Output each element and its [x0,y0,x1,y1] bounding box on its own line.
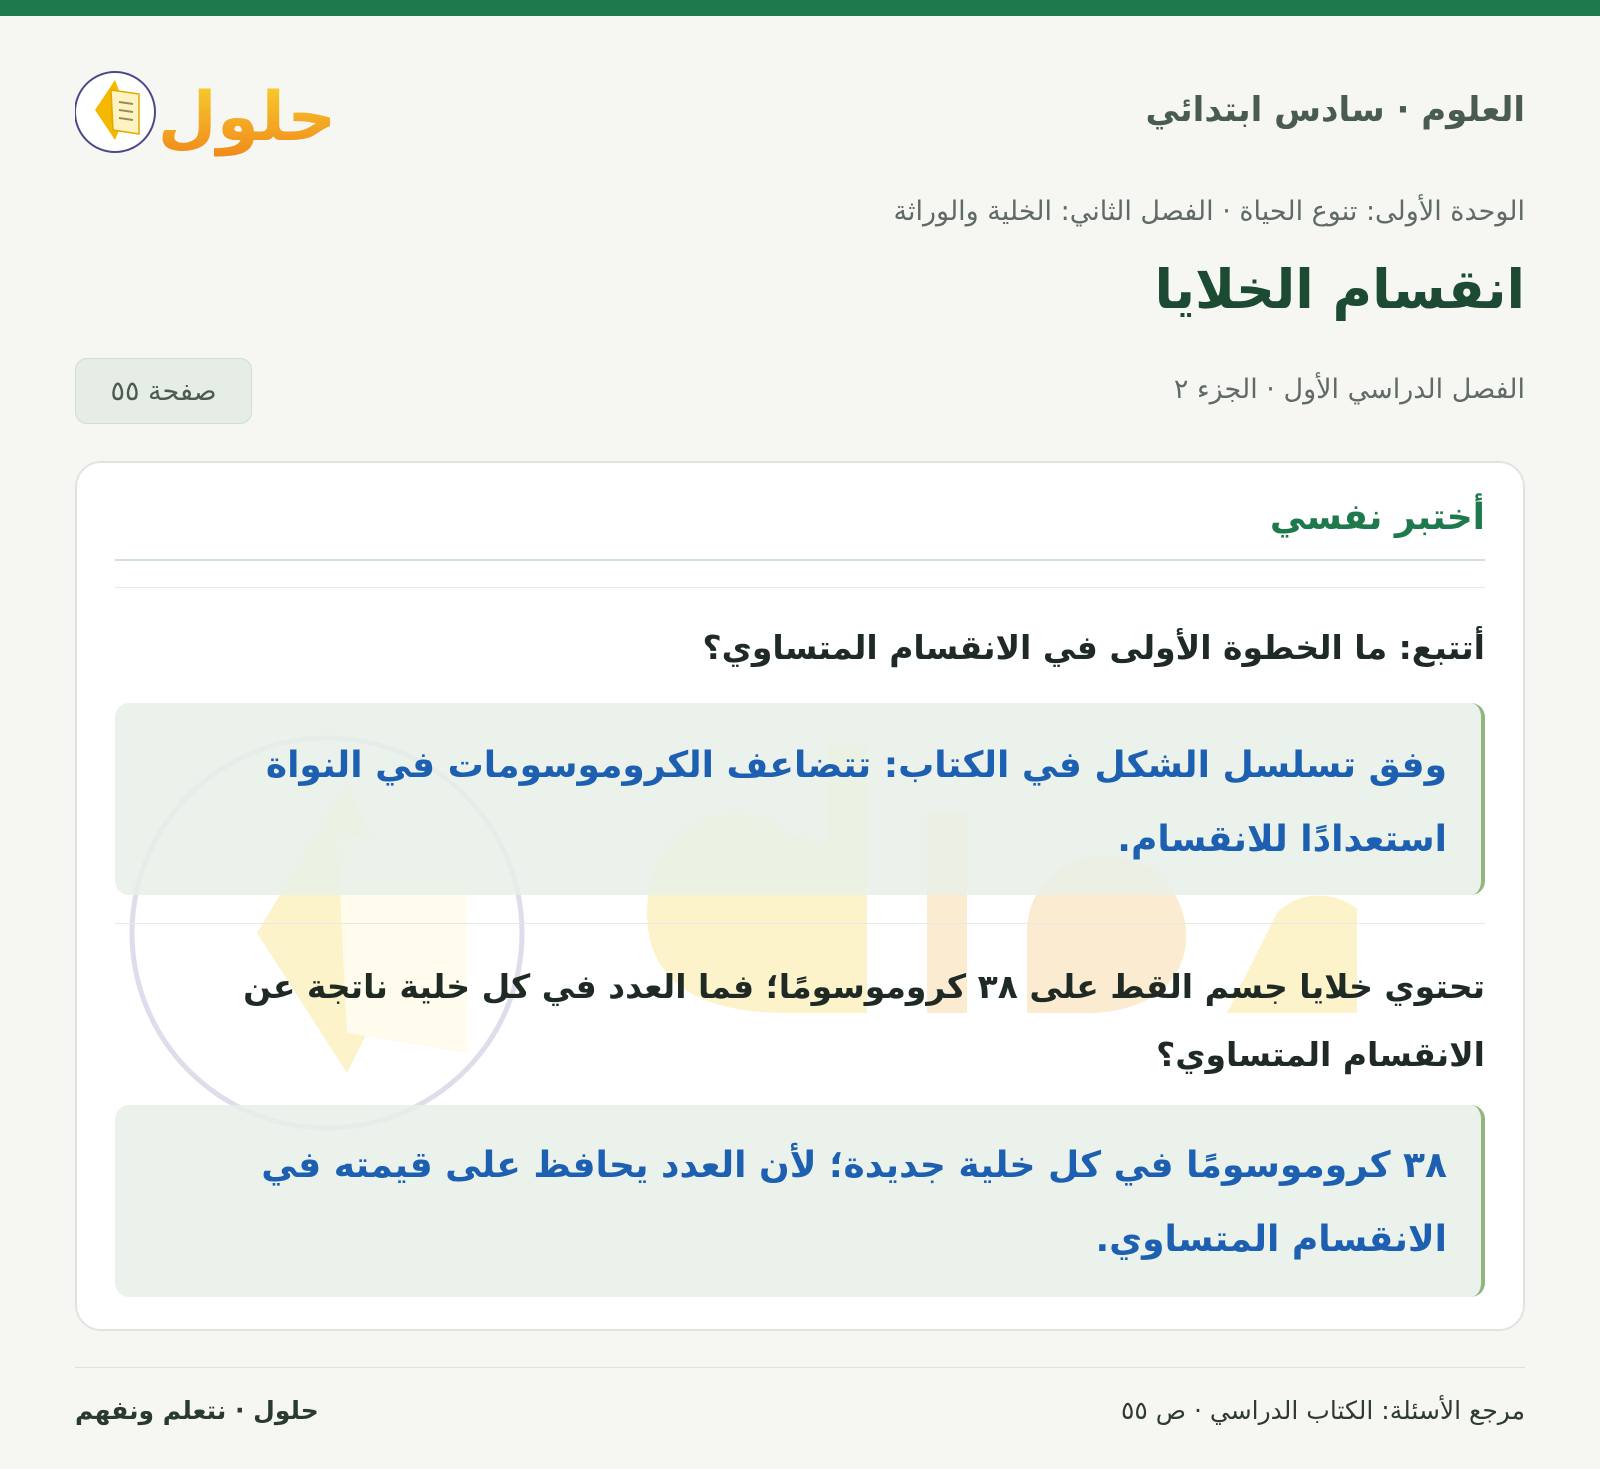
top-accent-bar [0,0,1600,16]
page-title: انقسام الخلايا [1154,258,1525,321]
footer-brand[interactable]: حلول · نتعلم ونفهم [75,1396,319,1425]
breadcrumb: الوحدة الأولى: تنوع الحياة · الفصل الثاني: الخلية والوراثة [893,196,1525,227]
question-1: أتتبع: ما الخطوة الأولى في الانقسام المتساوي؟ [702,628,1485,667]
footer-reference: مرجع الأسئلة: الكتاب الدراسي · ص ٥٥ [1120,1396,1525,1425]
section-title: أختبر نفسي [1269,497,1485,538]
term-info: الفصل الدراسي الأول · الجزء ٢ [1173,374,1525,405]
footer-divider [75,1367,1525,1368]
divider [115,923,1485,924]
logo-icon [75,50,345,170]
question-2: تحتوي خلايا جسم القط على ٣٨ كروموسومًا؛ فما العدد في كل خلية ناتجة عن الانقسام المتساوي؟ [243,967,1485,1074]
answer-2: ٣٨ كروموسومًا في كل خلية جديدة؛ لأن العدد يحافظ على قيمته في الانقسام المتساوي. [115,1105,1485,1297]
answer-1: وفق تسلسل الشكل في الكتاب: تتضاعف الكروموسومات في النواة استعدادًا للانقسام. [115,703,1485,895]
divider [115,587,1485,588]
page-number-badge: صفحة ٥٥ [75,358,252,424]
svg-text:حلول: حلول [157,78,337,157]
exercise-card [75,461,1525,1331]
subject-grade: العلوم · سادس ابتدائي [1145,90,1525,130]
site-logo[interactable] [75,50,345,170]
section-divider [115,559,1485,561]
page-header [75,50,1525,170]
